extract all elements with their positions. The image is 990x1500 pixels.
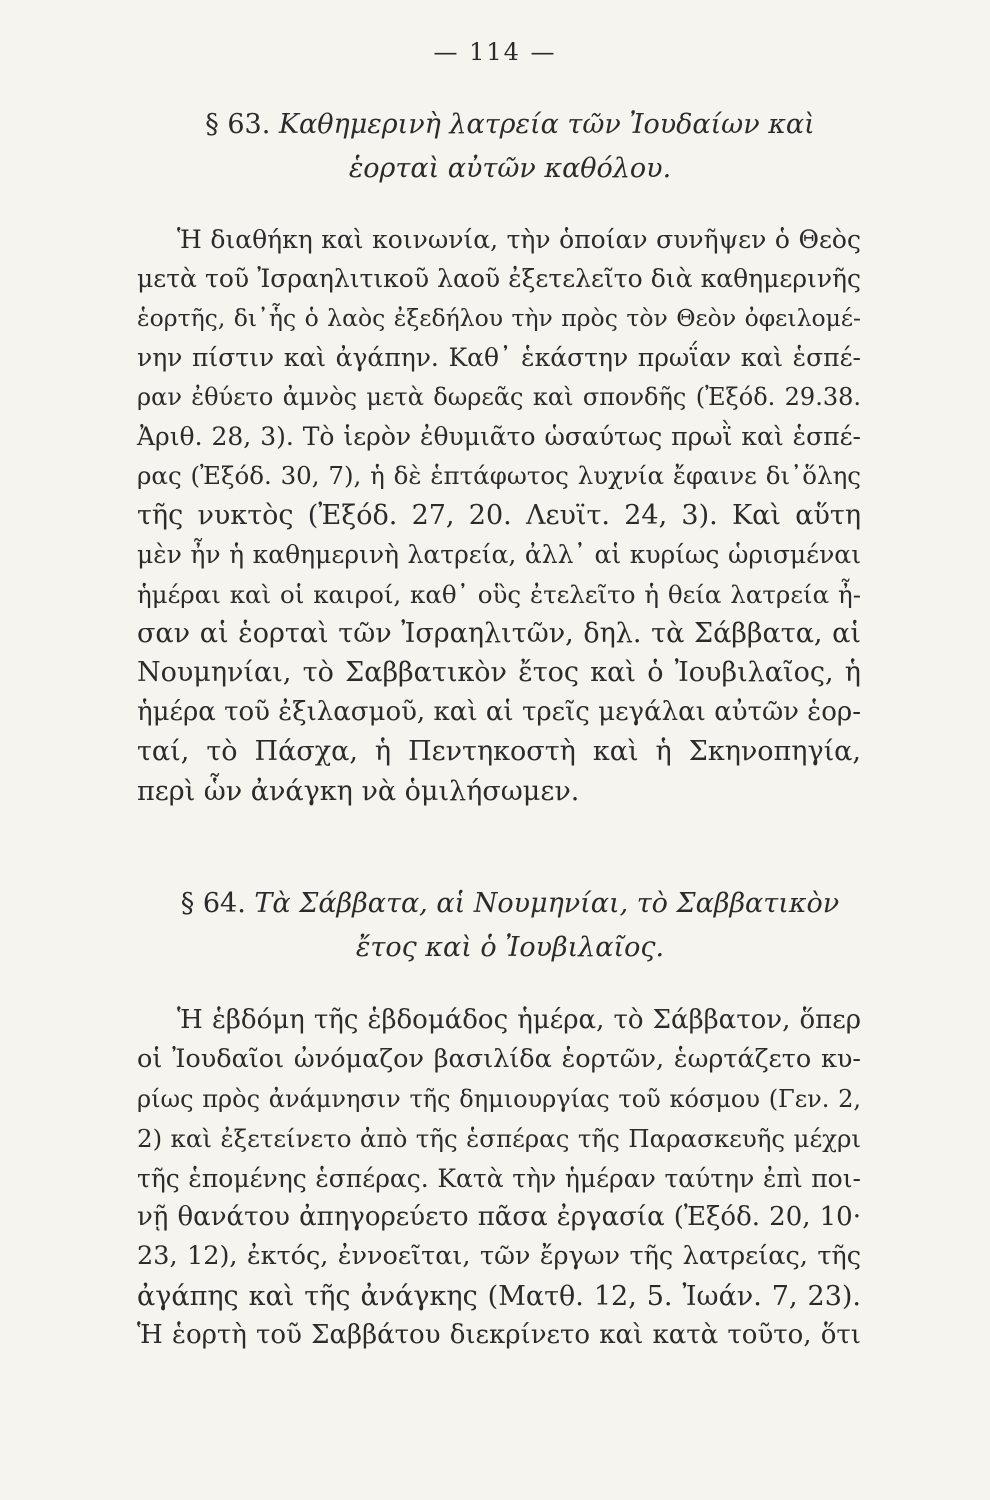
section-64-heading: [120, 882, 900, 970]
text-line: Ἡ ἑβδόμη τῆς ἑβδομάδος ἡμέρα, τὸ Σάββατον, ὅπερ: [177, 1005, 861, 1035]
text-line: ρίως πρὸς ἀνάμνησιν τῆς δημιουργίας τοῦ κόσμου (Γεν. 2,: [137, 1084, 861, 1113]
text-line: ἑορτῆς, δι᾽ἧς ὁ λαὸς ἐξεδήλου τὴν πρὸς τὸν Θεὸν ὀφειλομέ-: [137, 303, 861, 332]
text-line: τῆς νυκτὸς (Ἐξόδ. 27, 20. Λευϊτ. 24, 3). Καὶ αὕτη: [137, 499, 861, 531]
text-line: νην πίστιν καὶ ἀγάπην. Καθ᾽ ἑκάστην πρωΐαν καὶ ἑσπέ-: [137, 343, 861, 373]
text-line: οἱ Ἰουδαῖοι ὠνόμαζον βασιλίδα ἑορτῶν, ἑωρτάζετο κυ-: [137, 1044, 861, 1075]
text-line: ἡμέρα τοῦ ἐξιλασμοῦ, καὶ αἱ τρεῖς μεγάλαι αὐτῶν ἑορ-: [137, 696, 861, 727]
text-line: Ἡ διαθήκη καὶ κοινωνία, τὴν ὁποίαν συνῆψεν ὁ Θεὸς: [177, 225, 861, 254]
section-64-heading-line1: [120, 882, 900, 926]
section-63-title-line1: Καθημερινὴ λατρεία τῶν Ἰουδαίων καὶ: [278, 109, 815, 140]
text-line: ἀγάπης καὶ τῆς ἀνάγκης (Ματθ. 12, 5. Ἰωάν. 7, 23).: [137, 1280, 861, 1312]
page-number: — 114 —: [433, 38, 557, 66]
text-line: μὲν ἦν ἡ καθημερινὴ λατρεία, ἀλλ᾽ αἱ κυρίως ὡρισμέναι: [137, 540, 861, 570]
text-line: τῆς ἑπομένης ἑσπέρας. Κατὰ τὴν ἡμέραν ταύτην ἐπὶ ποι-: [137, 1163, 861, 1193]
paragraph-63: [137, 220, 861, 811]
text-line: περὶ ὧν ἀνάγκη νὰ ὁμιλήσωμεν.: [137, 775, 580, 807]
text-line: 23, 12), ἐκτός, ἐννοεῖται, τῶν ἔργων τῆς λατρείας, τῆς: [137, 1241, 861, 1272]
section-63-heading: [120, 103, 900, 191]
section-64-title-line1: Τὰ Σάββατα, αἱ Νουμηνίαι, τὸ Σαββατικὸν: [254, 888, 840, 919]
paragraph-64: [137, 1001, 861, 1356]
text-line: Ἀριθ. 28, 3). Τὸ ἱερὸν ἐθυμιᾶτο ὡσαύτως πρωῒ καὶ ἑσπέ-: [137, 422, 861, 452]
section-64-title-line2: ἔτος καὶ ὁ Ἰουβιλαῖος.: [355, 932, 665, 963]
section-63-title-line2: ἑορταὶ αὐτῶν καθόλου.: [348, 153, 672, 184]
text-line: ταί, τὸ Πάσχα, ἡ Πεντηκοστὴ καὶ ἡ Σκηνοπηγία,: [137, 736, 861, 768]
text-line: 2) καὶ ἐξετείνετο ἀπὸ τῆς ἑσπέρας τῆς Παρασκευῆς μέχρι: [137, 1124, 861, 1154]
text-line: Ἡ ἑορτὴ τοῦ Σαββάτου διεκρίνετο καὶ κατὰ τοῦτο, ὅτι: [137, 1320, 861, 1351]
text-line: Νουμηνίαι, τὸ Σαββατικὸν ἔτος καὶ ὁ Ἰουβιλαῖος, ἡ: [137, 657, 861, 689]
text-line: νῇ θανάτου ἀπηγορεύετο πᾶσα ἐργασία (Ἐξόδ. 20, 10·: [137, 1202, 861, 1233]
section-63-heading-line1: [120, 103, 900, 147]
text-line: ἡμέραι καὶ οἱ καιροί, καθ᾽ οὓς ἐτελεῖτο ἡ θεία λατρεία ἦ-: [137, 579, 861, 609]
text-line: μετὰ τοῦ Ἰσραηλιτικοῦ λαοῦ ἐξετελεῖτο διὰ καθημερινῆς: [137, 264, 861, 294]
text-line: ρας (Ἐξόδ. 30, 7), ἡ δὲ ἑπτάφωτος λυχνία ἔφαινε δι᾽ὅλης: [137, 461, 861, 491]
section-64-number: § 64.: [180, 888, 246, 919]
text-line: σαν αἱ ἑορταὶ τῶν Ἰσραηλιτῶν, δηλ. τὰ Σάββατα, αἱ: [137, 618, 861, 650]
text-line: ραν ἐθύετο ἀμνὸς μετὰ δωρεᾶς καὶ σπονδῆς (Ἐξόδ. 29.38.: [137, 382, 861, 411]
section-63-number: § 63.: [205, 109, 271, 140]
